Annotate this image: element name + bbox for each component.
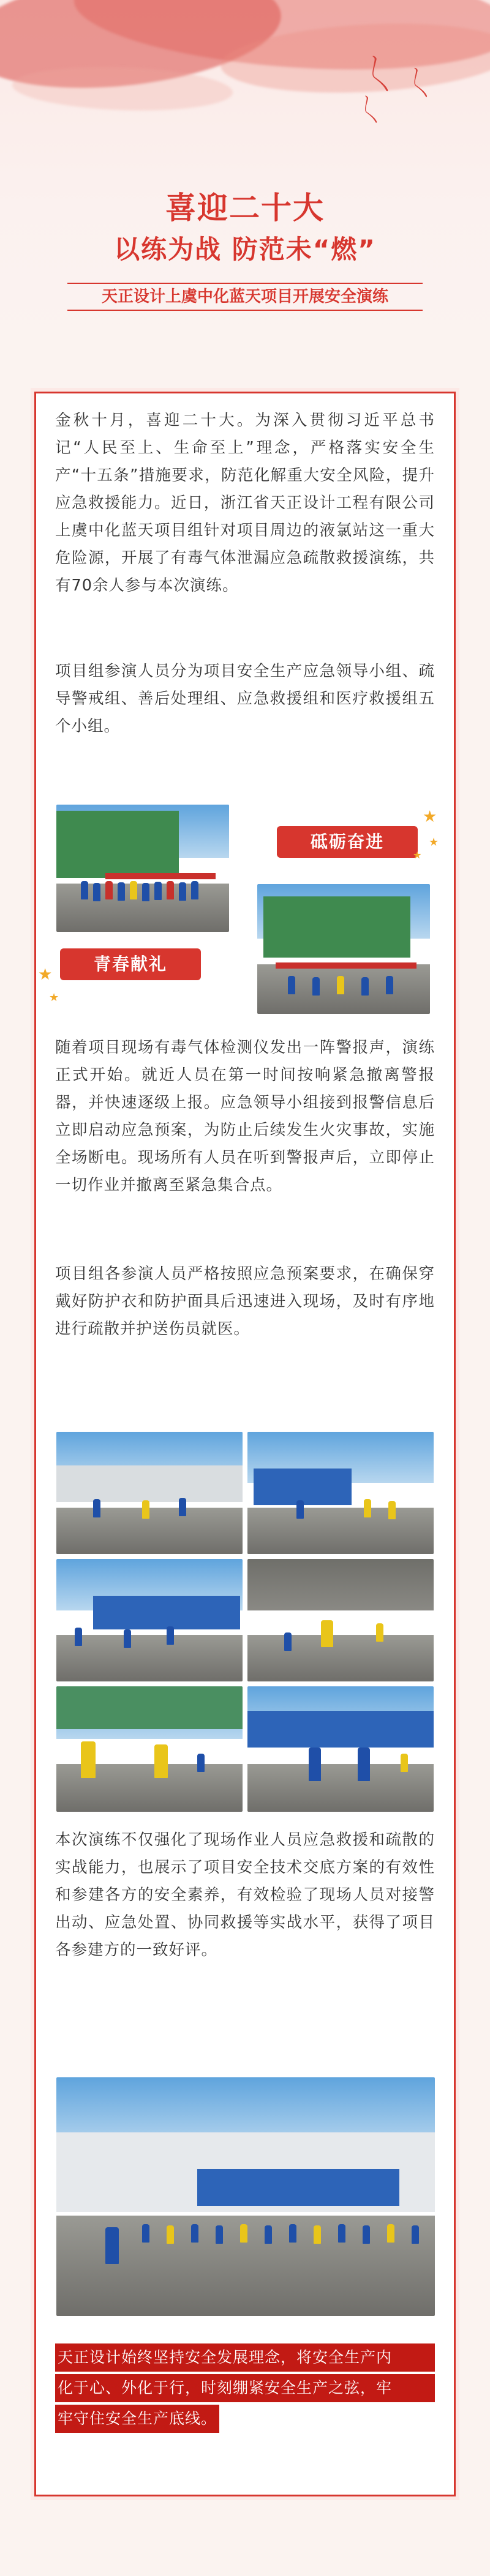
bird-icon: 〱 <box>407 71 431 96</box>
paragraph-drill-start: 随着项目现场有毒气体检测仪发出一阵警报声，演练正式开始。就近人员在第一时间按响紧急撤离警报器，并快速逐级上报。应急领导小组接到报警信息后立即启动应急预案，为防止后续发生火灾事故，实施全场断电。现场所有人员在听到警报声后，立即停止一切作业并撤离至紧急集合点。 <box>55 1038 435 1194</box>
star-icon: ★ <box>423 808 437 826</box>
paragraph-groups: 项目组参演人员分为项目安全生产应急领导小组、疏导警戒组、善后处理组、应急救援组和医疗救援组五个小组。 <box>55 662 435 735</box>
star-icon: ★ <box>413 849 422 861</box>
closing-line: 化于心、外化于行，时刻绷紧安全生产之弦，牢 <box>55 2374 435 2402</box>
photo-group-lineup <box>56 805 229 932</box>
paragraph-intro: 金秋十月，喜迎二十大。为深入贯彻习近平总书记“人民至上、生命至上”理念，严格落实安全生产“十五条”措施要求，防范化解重大安全风险，提升应急救援能力。近日，浙江省天正设计工程有限公司上虞中化蓝天项目组针对项目周边的液氯站这一重大危险源，开展了有毒气体泄漏应急疏散救援演练，共有70余人参与本次演练。 <box>55 411 435 595</box>
event-title: 天正设计上虞中化蓝天项目开展安全演练 <box>67 283 423 311</box>
photo-group-banner <box>257 884 430 1014</box>
paragraph-response: 项目组各参演人员严格按照应急预案要求，在确保穿戴好防护衣和防护面具后迅速进入现场，及时有序地进行疏散并护送伤员就医。 <box>55 1265 435 1338</box>
section-tag-1: 砥砺奋进 <box>277 826 418 858</box>
photo-drill-2 <box>247 1432 434 1554</box>
photo-drill-5 <box>56 1686 243 1812</box>
bird-icon: 〱 <box>359 99 381 122</box>
photo-drill-4 <box>247 1559 434 1681</box>
page-subtitle: 以练为战 防范未“燃” <box>114 234 376 264</box>
closing-line: 天正设计始终坚持安全发展理念，将安全生产内 <box>55 2343 435 2372</box>
star-icon: ★ <box>429 836 439 849</box>
page-title: 喜迎二十大 <box>165 190 325 226</box>
star-icon: ★ <box>38 966 53 984</box>
bird-icon: 〱 <box>364 60 393 91</box>
photo-drill-3 <box>56 1559 243 1681</box>
closing-highlight <box>55 2343 435 2435</box>
section-tag-2: 青春献礼 <box>60 948 201 980</box>
photo-drill-6 <box>247 1686 434 1812</box>
photo-drill-1 <box>56 1432 243 1554</box>
star-icon: ★ <box>49 991 59 1004</box>
closing-line: 牢守住安全生产底线。 <box>55 2405 219 2433</box>
header-banner <box>0 0 490 343</box>
paragraph-summary: 本次演练不仅强化了现场作业人员应急救援和疏散的实战能力，也展示了项目安全技术交底方案的有效性和参建各方的安全素养，有效检验了现场人员对接警出动、应急处置、协同救援等实战水平，获得了项目各参建方的一致好评。 <box>55 1831 435 1959</box>
photo-team-assembly <box>56 2077 435 2316</box>
